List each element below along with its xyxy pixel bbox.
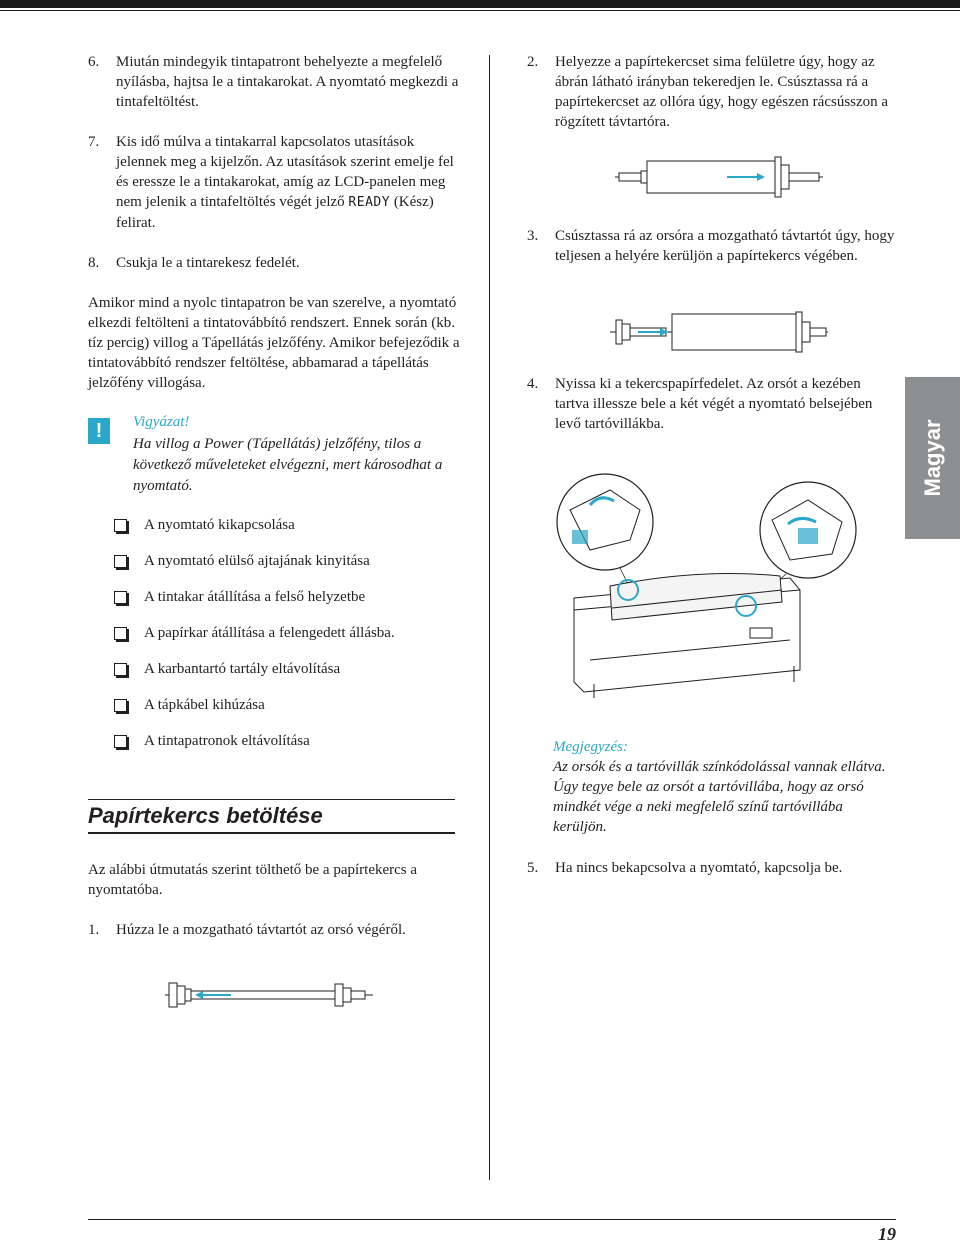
checkbox-icon [114,699,127,712]
list-item [88,731,460,767]
section-rule-top [88,799,455,800]
list-item [88,515,460,551]
list-item-text: A tintakar átállítása a felső helyzetbe [144,589,366,605]
checkbox-icon [114,663,127,676]
language-tab [905,377,960,539]
section-rule-bottom [88,832,455,834]
step-number: 4. [527,376,539,392]
step-text: Kis idő múlva a tintakarral kapcsolatos utasítások jelennek meg a kijelzőn. Az utasítások szerint emelje fel és eressze le a tintakarokat, amíg az LCD-panelen meg nem jelenik a tintafeltöltés végét jelző [116,134,454,210]
step-3 [527,226,897,266]
note-text: Az orsók és a tartóvillák színkódolással vannak ellátva. Úgy tegye bele az orsót a tartóvillába, hogy az orsó mindkét vége a neki megfelelő színű tartóvillába kerüljön. [553,759,886,835]
step-1 [88,920,460,940]
list-item [88,551,460,587]
step-number: 1. [88,922,100,938]
step-2 [527,52,897,132]
list-item-text: A nyomtató kikapcsolása [144,517,295,533]
caution-text: Ha villog a Power (Tápellátás) jelzőfény, tilos a következő műveleteket elvégezni, mert károsodhat a nyomtató. [133,436,443,494]
list-item [88,623,460,659]
step-text: Helyezze a papírtekercset sima felületre úgy, hogy az ábrán látható irányban tekeredjen le. Csúsztassa rá a papírtekercset az ollóra úgy, hogy egészen rácsússzon a rögzített távtartóra. [555,54,889,130]
caution-title: Vigyázat! [133,414,190,430]
step-number: 7. [88,134,100,150]
step-6 [88,52,460,112]
list-item [88,587,460,623]
step-4 [527,374,897,434]
step-number: 2. [527,54,539,70]
step-number: 3. [527,228,539,244]
step-number: 8. [88,255,100,271]
list-item-text: A nyomtató elülső ajtajának kinyitása [144,553,370,569]
top-border [0,0,960,8]
list-item-text: A tintapatronok eltávolítása [144,733,310,749]
intro-paragraph: Amikor mind a nyolc tintapatron be van szerelve, a nyomtató elkezdi feltölteni a tintatovábbító rendszert. Ennek során (kb. tíz percig) villog a Tápellátás jelzőfény. Amikor befejeződik a tintatovábbító rendszer feltöltése, abbamarad a tápellátás jelzőfény villogása. [88,295,460,391]
column-divider [489,55,490,1180]
spacer-onto-spindle-illustration [610,312,830,352]
printer-roll-holder-illustration [550,470,870,702]
list-item [88,695,460,731]
section-intro [88,860,460,900]
step-5 [527,858,897,878]
step-3-row [527,226,897,266]
step-text: Miután mindegyik tintapatront behelyezte a megfelelő nyílásba, hajtsa le a tintakarokat. A nyomtató megkezdi a tintafeltöltést. [116,54,459,110]
page-number: 19 [878,1224,896,1244]
step-text-end: (Kész) felirat. [116,194,434,231]
checkbox-icon [114,591,127,604]
note-box [553,737,898,837]
footer-rule [88,1219,896,1220]
checkbox-icon [114,735,127,748]
step-8 [88,253,460,273]
step-number: 6. [88,54,100,70]
step-text: Húzza le a mozgatható távtartót az orsó végéről. [116,922,406,938]
step-text: Nyissa ki a tekercspapírfedelet. Az orsót a kezében tartva illessze bele a két végét a nyomtató belsejében levő tartóvillákba. [555,376,873,432]
note-title: Megjegyzés: [553,739,628,755]
warning-icon: ! [88,418,110,444]
checkbox-icon [114,555,127,568]
step-4-row [527,374,897,434]
list-item [88,659,460,695]
checkbox-icon [114,627,127,640]
step-1-row [88,920,460,940]
step-number: 5. [527,860,539,876]
section-intro-text: Az alábbi útmutatás szerint tölthető be a papírtekercs a nyomtatóba. [88,862,418,898]
list-item-text: A tápkábel kihúzása [144,697,265,713]
step-7 [88,132,460,233]
list-item-text: A karbantartó tartály eltávolítása [144,661,341,677]
section-title: Papírtekercs betöltése [88,803,323,828]
step-2-row [527,52,897,132]
lcd-ready-label: READY [348,195,391,210]
roll-on-spindle-illustration [615,155,825,199]
spindle-remove-spacer-illustration [165,975,375,1015]
language-tab-label: Magyar [919,419,945,497]
top-border-thin [0,10,960,11]
step-text: Csúsztassa rá az orsóra a mozgatható távtartót úgy, hogy teljesen a helyére kerüljön a papírtekercs végében. [555,228,895,264]
checklist [88,515,460,767]
left-column [88,52,460,393]
step-text: Ha nincs bekapcsolva a nyomtató, kapcsolja be. [555,860,843,876]
checkbox-icon [114,519,127,532]
step-text: Csukja le a tintarekesz fedelét. [116,255,300,271]
list-item-text: A papírkar átállítása a felengedett állásba. [144,625,395,641]
step-5-row [527,858,897,878]
